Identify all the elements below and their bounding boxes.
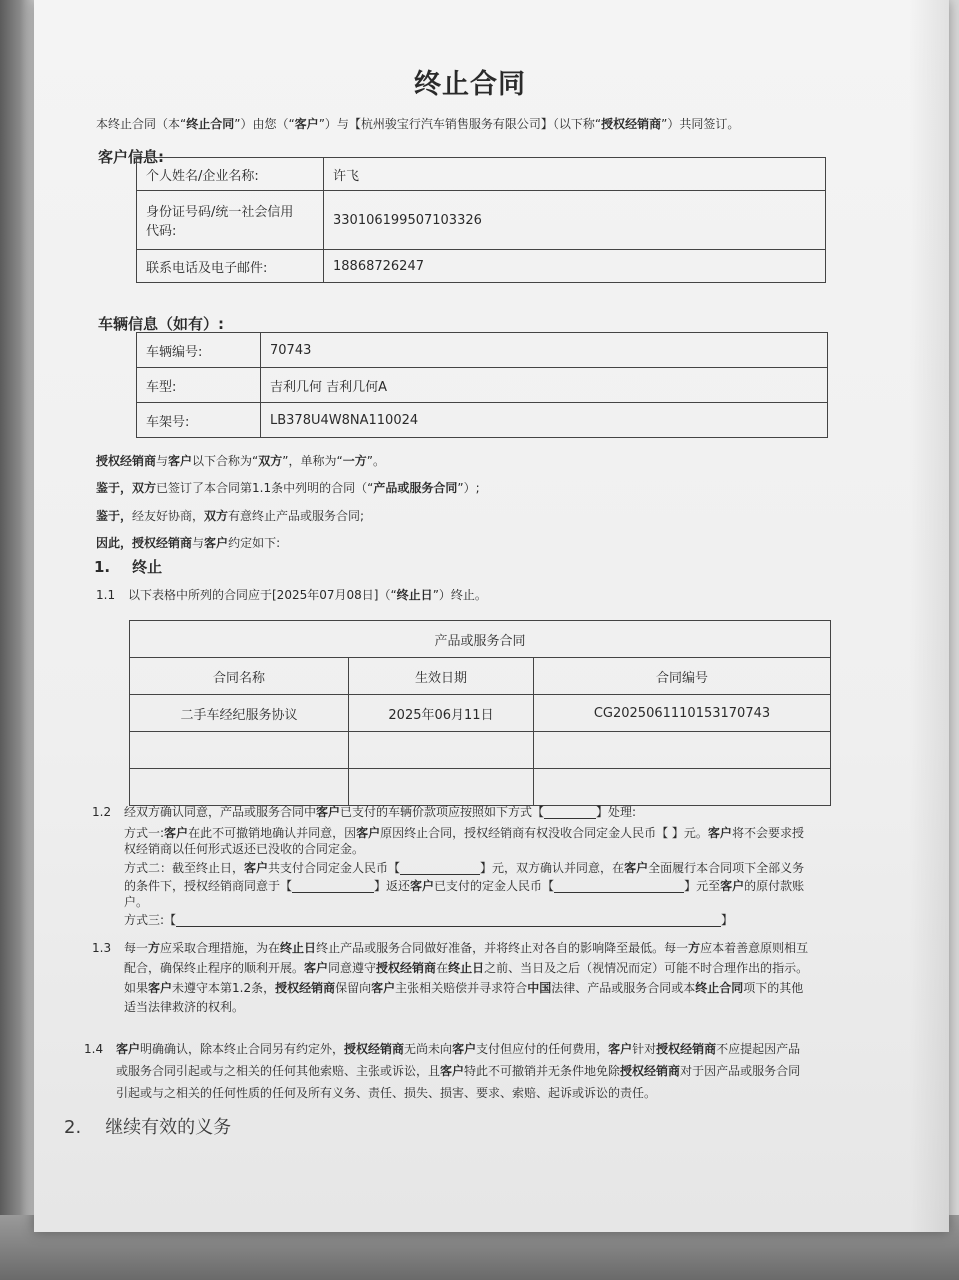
clause-1-3-line-2: 配合，确保终止程序的顺利开展。客户同意遵守授权经销商在终止日之前、当日及之后（视情况而定）可能不时合理作出的指示。 xyxy=(124,961,809,975)
recital-1: 授权经销商与客户以下合称为“双方”，单称为“一方”。 xyxy=(96,454,385,468)
vehicle-section-heading: 车辆信息（如有）: xyxy=(98,315,224,333)
recital-2: 鉴于，双方已签订了本合同第1.1条中列明的合同（“产品或服务合同”）; xyxy=(96,481,480,495)
clause-1-2-method-2-end: 户。 xyxy=(124,895,149,909)
vehicle-vin-value: LB378U4W8NA110024 xyxy=(261,403,828,438)
clause-1-2-method-3: 方式三:【 】 xyxy=(124,913,734,927)
recital-4: 因此，授权经销商与客户约定如下: xyxy=(96,536,281,550)
document-title: 终止合同 xyxy=(414,69,526,100)
clause-1-4-line-3: 引起或与之相关的任何性质的任何及所有义务、责任、损失、损害、要求、索赔、起诉或诉讼的责任。 xyxy=(116,1086,657,1100)
vehicle-no-label: 车辆编号: xyxy=(137,333,261,368)
customer-section-heading: 客户信息: xyxy=(98,148,164,166)
table-row xyxy=(130,695,831,732)
contract-table xyxy=(129,620,831,806)
name-value: 许飞 xyxy=(324,158,826,191)
vehicle-no-value: 70743 xyxy=(261,333,828,368)
table-row-empty xyxy=(130,732,831,769)
clause-1-4-line-1: 1.4 客户明确确认，除本终止合同另有约定外，授权经销商无尚未向客户支付但应付的任何费用，客户针对授权经销商不应提起因产品 xyxy=(84,1042,801,1056)
clause-1-3-line-4: 适当法律救济的权利。 xyxy=(124,1000,245,1014)
vehicle-info-table xyxy=(136,332,828,438)
cell-contract-no: CG2025061110153170743 xyxy=(534,695,831,732)
intro-paragraph: 本终止合同（本“终止合同”）由您（“客户”）与【杭州骏宝行汽车销售服务有限公司】（以下称“授权经销商”）共同签订。 xyxy=(96,117,740,131)
cell-effective-date: 2025年06月11日 xyxy=(349,695,534,732)
header-effective-date: 生效日期 xyxy=(349,658,534,695)
contact-value: 18868726247 xyxy=(324,250,826,283)
id-value: 330106199507103326 xyxy=(324,191,826,250)
vehicle-model-value: 吉利几何 吉利几何A xyxy=(261,368,828,403)
id-label: 身份证号码/统一社会信用 代码: xyxy=(137,191,324,250)
clause-1-1: 1.1 以下表格中所列的合同应于[2025年07月08日]（“终止日”）终止。 xyxy=(96,588,487,602)
cell-contract-name: 二手车经纪服务协议 xyxy=(130,695,349,732)
recital-3: 鉴于，经友好协商，双方有意终止产品或服务合同; xyxy=(96,509,365,523)
clause-1-4-line-2: 或服务合同引起或与之相关的任何其他索赔、主张或诉讼，且客户特此不可撤销并无条件地免除授权经销商对于因产品或服务合同 xyxy=(116,1064,801,1078)
clause-1-3-line-1: 1.3 每一方应采取合理措施，为在终止日终止产品或服务合同做好准备，并将终止对各自的影响降至最低。每一方应本着善意原则相互 xyxy=(92,941,809,955)
contract-table-caption: 产品或服务合同 xyxy=(130,621,831,658)
vehicle-vin-label: 车架号: xyxy=(137,403,261,438)
vehicle-model-label: 车型: xyxy=(137,368,261,403)
clause-1-2-method-1: 方式一:客户在此不可撤销地确认并同意，因客户原因终止合同，授权经销商有权没收合同定金人民币【 】元。客户将不会要求授 xyxy=(124,826,804,840)
header-contract-no: 合同编号 xyxy=(534,658,831,695)
section-2-heading: 2. 继续有效的义务 xyxy=(64,1117,232,1138)
clause-1-3-line-3: 如果客户未遵守本第1.2条，授权经销商保留向客户主张相关赔偿并寻求符合中国法律、产品或服务合同或本终止合同项下的其他 xyxy=(124,981,804,995)
clause-1-2-method-1-cont: 权经销商以任何形式返还已没收的合同定金。 xyxy=(124,842,365,856)
header-contract-name: 合同名称 xyxy=(130,658,349,695)
clause-1-2-line-1: 1.2 经双方确认同意，产品或服务合同中客户已支付的车辆价款项应按照如下方式【 】处理: xyxy=(92,805,637,819)
table-row-empty xyxy=(130,769,831,806)
customer-info-table xyxy=(136,157,826,283)
name-label: 个人姓名/企业名称: xyxy=(137,158,324,191)
contract-page xyxy=(34,0,949,1232)
clause-1-2-method-2: 方式二：截至终止日，客户共支付合同定金人民币【 】元，双方确认并同意，在客户全面履行本合同项下全部义务 xyxy=(124,861,805,875)
section-1-heading: 1. 终止 xyxy=(94,558,163,576)
clause-1-2-method-2-cont: 的条件下，授权经销商同意于【 】返还客户已支付的定金人民币【 】元至客户的原付款账 xyxy=(124,879,805,893)
contact-label: 联系电话及电子邮件: xyxy=(137,250,324,283)
